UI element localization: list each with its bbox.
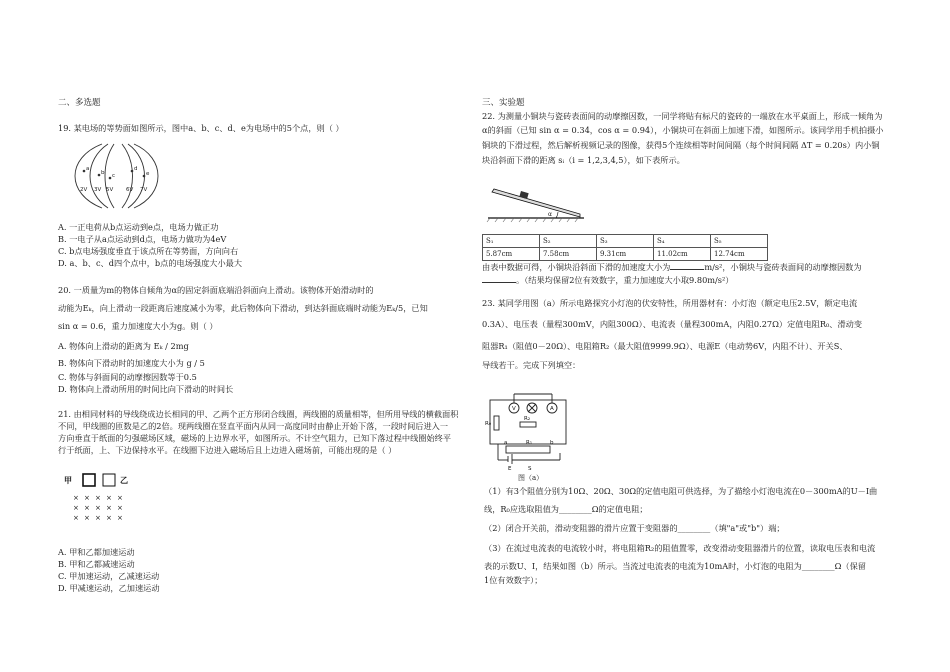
q23-line4: 导线若干。完成下列填空： bbox=[482, 360, 581, 370]
svg-text:S: S bbox=[528, 466, 532, 472]
table-header-cell: S₁ bbox=[483, 235, 540, 248]
svg-text:R₂: R₂ bbox=[524, 416, 531, 422]
svg-text:×: × bbox=[95, 504, 101, 512]
q20-line1: 20. 一质量为m的物体自倾角为α的固定斜面底端沿斜面向上滑动。该物体开始滑动时的 bbox=[58, 285, 374, 295]
table-cell: 12.74cm bbox=[711, 248, 768, 261]
q22-after1-text: 由表中数据可得，小铜块沿斜面下滑的加速度大小为 bbox=[482, 262, 671, 272]
svg-text:×: × bbox=[95, 494, 101, 502]
q19-option-d: D. a、b、c、d四个点中，b点的电场强度大小最大 bbox=[58, 258, 243, 268]
q23-sub-line1: （1）有3个阻值分别为10Ω、20Ω、30Ω的定值电阻可供选择，为了描绘小灯泡电流在0－300mA的U－I曲 bbox=[484, 486, 878, 496]
q23-line3: 阻器R₁（阻值0－20Ω）、电阻箱R₂（最大阻值9999.9Ω）、电源E（电动势6V，内阻不计）、开关S、 bbox=[482, 341, 848, 351]
q21-label-jia: 甲 bbox=[64, 476, 72, 485]
svg-text:α: α bbox=[548, 211, 552, 218]
svg-text:×: × bbox=[73, 494, 79, 502]
table-header-cell: S₃ bbox=[597, 235, 654, 248]
q22-unit-text: m/s²，小铜块与瓷砖表面间的动摩擦因数为 bbox=[704, 262, 862, 272]
svg-text:×: × bbox=[84, 494, 90, 502]
svg-text:A: A bbox=[550, 406, 554, 412]
q19-option-a: A. 一正电荷从b点运动到e点，电场力做正功 bbox=[58, 222, 219, 232]
svg-text:×: × bbox=[117, 514, 123, 522]
q22-line4: 块沿斜面下滑的距离 sᵢ（i = 1,2,3,4,5），如下表所示。 bbox=[482, 155, 685, 165]
svg-text:e: e bbox=[146, 171, 150, 177]
q22-line2: α的斜面（已知 sin α = 0.34，cos α = 0.94），小铜块可在斜面上加速下滑，如图所示。该同学用手机拍摄小 bbox=[482, 125, 884, 135]
q23-line2: 0.3A）、电压表（量程300mV，内阻300Ω）、电流表（量程300mA，内阻0.27Ω）定值电阻R₀、滑动变 bbox=[482, 319, 863, 329]
q21-option-c: C. 甲加速运动，乙减速运动 bbox=[58, 571, 160, 581]
q21-label-yi: 乙 bbox=[120, 476, 128, 485]
q23-sub-line4: （3）在流过电流表的电流较小时，将电阻箱R₂的阻值置零，改变滑动变阻器滑片的位置，读取电压表和电流 bbox=[484, 543, 876, 553]
q19-stem: 19. 某电场的等势面如图所示，图中a、b、c、d、e为电场中的5个点，则（ ） bbox=[58, 123, 344, 133]
q22-blank-friction[interactable] bbox=[482, 274, 516, 283]
q22-answer-line2 bbox=[482, 274, 733, 286]
section-heading-multiple-choice: 二、多选题 bbox=[58, 98, 101, 108]
q21-line4: 行于纸面，上、下边保持水平。在线圈下边进入磁场后且上边进入磁场前，可能出现的是（ ） bbox=[58, 445, 397, 455]
q19-label-7v: 7V bbox=[140, 187, 148, 193]
svg-text:a: a bbox=[504, 440, 508, 446]
q21-line3: 方向垂直于纸面的匀强磁场区域，磁场的上边界水平，如图所示。不计空气阻力，已知下落过程中线圈始终平 bbox=[58, 433, 452, 443]
q19-option-b: B. 一电子从a点运动到d点，电场力做功为4eV bbox=[58, 234, 227, 244]
svg-text:R₁: R₁ bbox=[526, 440, 533, 446]
q20-line3: sin α = 0.6，重力加速度大小为g。则（ ） bbox=[58, 321, 218, 331]
q19-label-5v: 5V bbox=[106, 187, 114, 193]
svg-text:×: × bbox=[73, 514, 79, 522]
q23-sub-line2: 线，R₀应选取阻值为________Ω的定值电阻； bbox=[484, 504, 648, 514]
svg-text:V: V bbox=[512, 406, 516, 412]
q23-circuit-figure bbox=[484, 380, 584, 474]
svg-text:b: b bbox=[101, 170, 105, 176]
table-cell: 9.31cm bbox=[597, 248, 654, 261]
table-cell: 5.87cm bbox=[483, 248, 540, 261]
q21-line2: 不同，甲线圈的匝数是乙的2倍。现两线圈在竖直平面内从同一高度同时由静止开始下落，一段时间后进入一 bbox=[58, 421, 449, 431]
svg-text:×: × bbox=[106, 494, 112, 502]
svg-text:×: × bbox=[117, 504, 123, 512]
svg-text:E: E bbox=[508, 466, 512, 472]
q22-incline-figure bbox=[486, 180, 586, 226]
q23-sub-line5: 表的示数U、I，结果如图（b）所示。当流过电流表的电流为10mA时，小灯泡的电阻为________Ω（保留 bbox=[484, 561, 866, 571]
table-row bbox=[483, 248, 768, 261]
q19-label-6v: 6V bbox=[126, 187, 134, 193]
svg-text:R₀: R₀ bbox=[485, 421, 492, 427]
q23-line1: 23. 某同学用图（a）所示电路探究小灯泡的伏安特性，所用器材有：小灯泡（额定电压2.5V，额定电流 bbox=[482, 298, 858, 308]
svg-text:×: × bbox=[106, 514, 112, 522]
table-header-cell: S₄ bbox=[654, 235, 711, 248]
q21-option-b: B. 甲和乙都减速运动 bbox=[58, 559, 135, 569]
svg-text:×: × bbox=[117, 494, 123, 502]
q23-sub-line6: 1位有效数字）； bbox=[484, 575, 543, 585]
q21-option-d: D. 甲减速运动，乙加速运动 bbox=[58, 583, 160, 593]
q23-sub-line3: （2）闭合开关前，滑动变阻器的滑片应置于变阻器的________（填"a"或"b"）端； bbox=[484, 523, 785, 533]
svg-text:×: × bbox=[95, 514, 101, 522]
table-cell: 11.02cm bbox=[654, 248, 711, 261]
q20-option-c: C. 物体与斜面间的动摩擦因数等于0.5 bbox=[58, 372, 197, 382]
q20-option-d: D. 物体向上滑动所用的时间比向下滑动的时间长 bbox=[58, 384, 234, 394]
section-heading-experiment: 三、实验题 bbox=[482, 98, 525, 108]
svg-text:×: × bbox=[106, 504, 112, 512]
q22-blank-acceleration[interactable] bbox=[670, 261, 704, 270]
svg-text:a: a bbox=[86, 166, 90, 172]
svg-text:×: × bbox=[84, 504, 90, 512]
q22-answer-line1 bbox=[482, 261, 862, 273]
q21-option-a: A. 甲和乙都加速运动 bbox=[58, 547, 135, 557]
q22-data-table bbox=[482, 234, 768, 261]
q20-line2: 动能为Eₖ，向上滑动一段距离后速度减小为零，此后物体向下滑动，到达斜面底端时动能为Eₖ/5，已知 bbox=[58, 303, 428, 313]
svg-text:d: d bbox=[134, 166, 138, 172]
q19-option-c: C. b点电场强度垂直于该点所在等势面，方向向右 bbox=[58, 246, 239, 256]
q22-line3: 铜块的下滑过程，然后解析视频记录的图像，获得5个连续相等时间间隔（每个时间间隔 ΔT = 0.20s）内小铜 bbox=[482, 140, 880, 150]
table-header-cell: S₂ bbox=[540, 235, 597, 248]
q22-after2-text: 。（结果均保留2位有效数字，重力加速度大小取9.80m/s²） bbox=[516, 275, 734, 285]
svg-text:×: × bbox=[73, 504, 79, 512]
q21-line1: 21. 由相同材料的导线绕成边长相同的甲、乙两个正方形闭合线圈，两线圈的质量相等，但所用导线的横截面积 bbox=[58, 409, 459, 419]
svg-text:c: c bbox=[112, 173, 116, 179]
q19-label-2v: 2V bbox=[80, 187, 88, 193]
svg-text:×: × bbox=[84, 514, 90, 522]
q19-equipotential-figure bbox=[62, 140, 172, 212]
q20-option-b: B. 物体向下滑动时的加速度大小为 g / 5 bbox=[58, 358, 205, 368]
q19-label-3v: 3V bbox=[94, 187, 102, 193]
svg-text:b: b bbox=[550, 440, 554, 446]
q23-figure-caption: 图（a） bbox=[518, 474, 544, 482]
q20-option-a: A. 物体向上滑动的距离为 Eₖ / 2mg bbox=[58, 341, 189, 351]
table-cell: 7.58cm bbox=[540, 248, 597, 261]
table-row bbox=[483, 235, 768, 248]
q22-line1: 22. 为测量小铜块与瓷砖表面间的动摩擦因数，一同学将贴有标尺的瓷砖的一端放在水平桌面上，形成一倾角为 bbox=[482, 111, 883, 121]
table-header-cell: S₅ bbox=[711, 235, 768, 248]
q21-coil-figure bbox=[64, 472, 144, 526]
